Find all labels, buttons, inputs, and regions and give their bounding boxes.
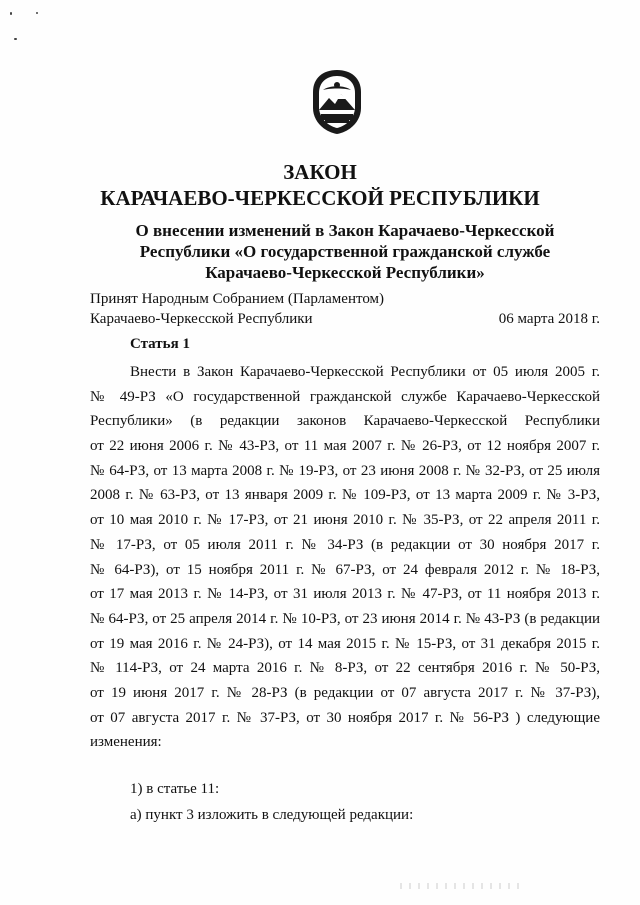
- adopted-by-line: Принят Народным Собранием (Парламентом): [90, 291, 385, 307]
- body-line: № 64-РЗ, от 25 апреля 2014 г. № 10-РЗ, от 23 июня 2014 г. № 43-РЗ (в редакции: [90, 610, 600, 627]
- body-line: № 49-РЗ «О государственной гражданской службе Карачаево-Черкесской: [90, 388, 600, 405]
- body-line: № 64-РЗ), от 15 ноября 2011 г. № 67-РЗ, от 24 февраля 2012 г. № 18-РЗ,: [90, 561, 600, 578]
- body-line: от 22 июня 2006 г. № 43-РЗ, от 11 мая 2007 г. № 26-РЗ, от 12 ноября 2007 г.: [90, 438, 600, 455]
- adoption-info: [90, 289, 600, 329]
- amendment-title-line: Республики «О государственной гражданской службе: [139, 242, 551, 261]
- amendment-title: [110, 220, 580, 283]
- scan-speck: [14, 38, 17, 40]
- body-line: № 17-РЗ, от 05 июля 2011 г. № 34-РЗ (в редакции от 30 ноября 2017 г.: [90, 536, 600, 553]
- body-line: изменения:: [90, 734, 162, 751]
- body-line: от 10 мая 2010 г. № 17-РЗ, от 21 июня 2010 г. № 35-РЗ, от 22 апреля 2011 г.: [90, 512, 600, 529]
- body-line: № 114-РЗ, от 24 марта 2016 г. № 8-РЗ, от 22 сентября 2016 г. № 50-РЗ,: [90, 660, 600, 677]
- law-title: ЗАКОН: [283, 160, 357, 184]
- body-line: от 19 мая 2016 г. № 24-РЗ), от 14 мая 2015 г. № 15-РЗ, от 31 декабря 2015 г.: [90, 635, 600, 652]
- list-item-a: а) пункт 3 изложить в следующей редакции:: [130, 807, 414, 823]
- adopted-by-line: Карачаево-Черкесской Республики: [90, 311, 313, 327]
- scan-noise: [400, 883, 520, 889]
- amendment-title-line: Карачаево-Черкесской Республики»: [205, 263, 485, 282]
- article-body: [90, 360, 600, 755]
- amendment-title-line: О внесении изменений в Закон Карачаево-Черкесской: [135, 221, 555, 240]
- list-item-1: 1) в статье 11:: [130, 781, 220, 797]
- coat-of-arms-emblem: [309, 68, 365, 136]
- body-line: 2008 г. № 63-РЗ, от 13 января 2009 г. № 109-РЗ, от 13 марта 2009 г. № 3-РЗ,: [90, 487, 600, 504]
- body-line: Внести в Закон Карачаево-Черкесской Республики от 05 июля 2005 г.: [130, 364, 600, 380]
- article-heading: Статья 1: [130, 336, 190, 352]
- body-line: Республики» (в редакции законов Карачаево-Черкесской Республики: [90, 413, 600, 430]
- body-line: от 19 июня 2017 г. № 28-РЗ (в редакции от 07 августа 2017 г. № 37-РЗ),: [90, 684, 600, 701]
- scan-speck: [36, 12, 38, 14]
- body-line: от 17 мая 2013 г. № 14-РЗ, от 31 июля 2013 г. № 47-РЗ, от 11 ноября 2013 г.: [90, 586, 600, 603]
- law-subtitle: КАРАЧАЕВО-ЧЕРКЕССКОЙ РЕСПУБЛИКИ: [100, 186, 540, 210]
- scan-speck: [10, 12, 12, 15]
- body-line: № 64-РЗ, от 13 марта 2008 г. № 19-РЗ, от 23 июня 2008 г. № 32-РЗ, от 25 июля: [90, 462, 600, 479]
- adoption-date: 06 марта 2018 г.: [498, 311, 600, 327]
- body-line: от 07 августа 2017 г. № 37-РЗ, от 30 ноября 2017 г. № 56-РЗ ) следующие: [90, 709, 600, 726]
